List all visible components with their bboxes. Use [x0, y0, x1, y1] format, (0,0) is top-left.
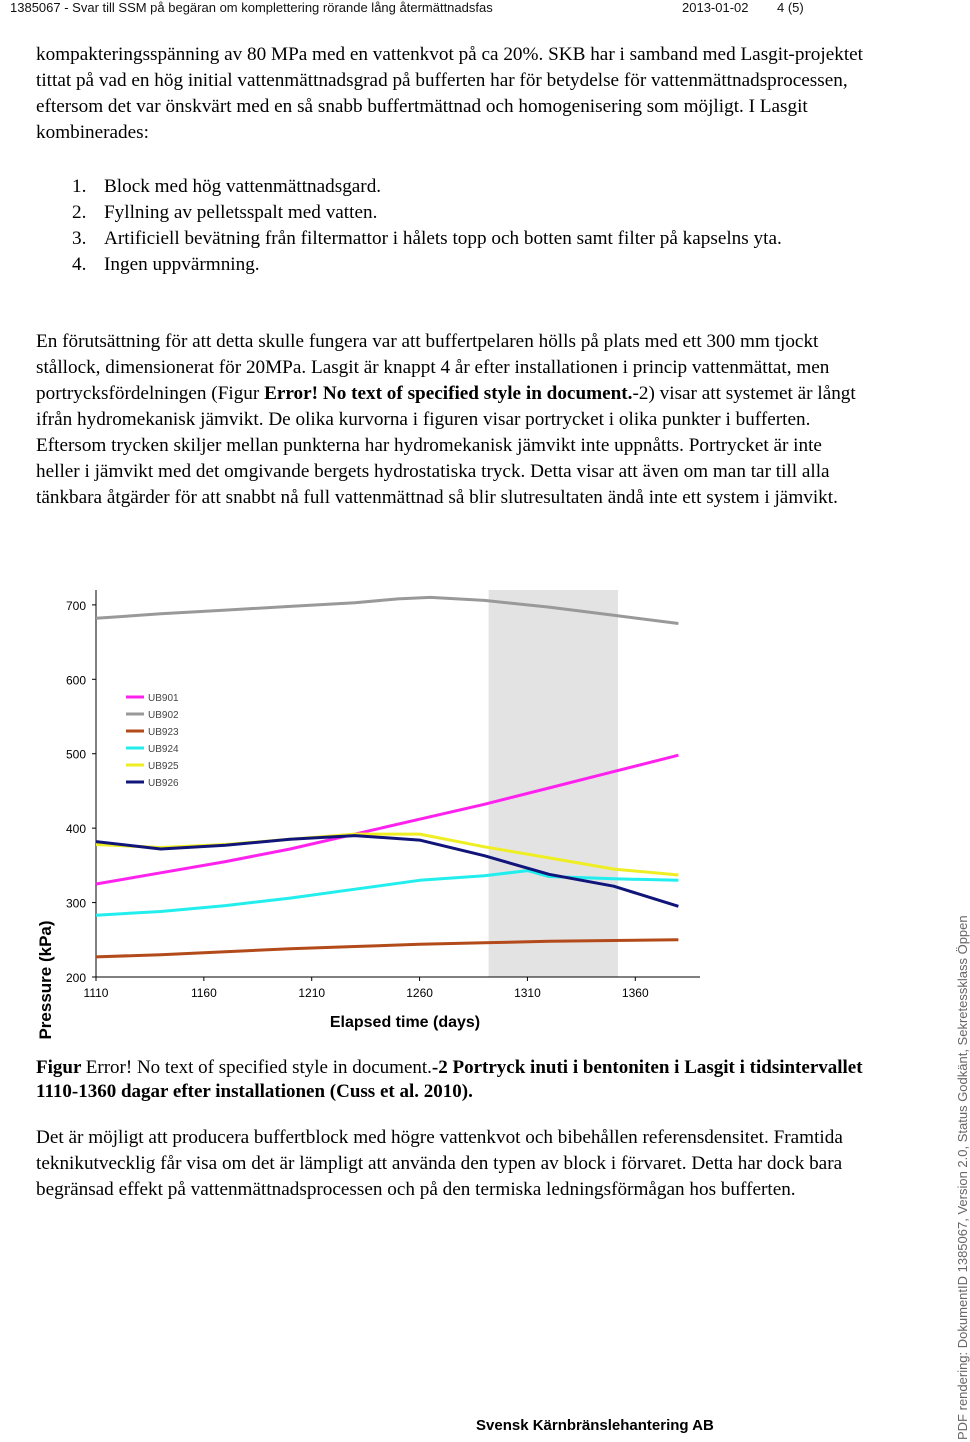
y-tick-label: 200: [65, 971, 86, 985]
legend-label: UB925: [148, 761, 179, 772]
legend-label: UB924: [148, 744, 179, 755]
x-tick-label: 1160: [190, 986, 217, 1000]
legend-label: UB923: [148, 727, 179, 738]
list-item: [36, 226, 866, 252]
x-tick-label: 1210: [298, 986, 326, 1000]
x-axis-label: Elapsed time (days): [329, 1014, 481, 1031]
list-item: [36, 200, 866, 226]
caption-text: -2 Portryck inuti i bentoniten i Lasgit i tidsintervallet 1110-1360 dagar efter installationen (Cuss et al. 2010).: [36, 1057, 863, 1102]
numbered-list: [36, 174, 866, 278]
figure-reference-error: Error! No text of specified style in document.: [264, 383, 633, 404]
list-item-text: Artificiell bevätning från filtermattor i hålets topp och botten samt filter på kapselns yta.: [104, 228, 782, 249]
y-tick-label: 600: [65, 673, 86, 688]
caption-label: Figur: [36, 1057, 86, 1078]
y-tick-label: 300: [65, 896, 86, 911]
pressure-chart: [0, 580, 720, 1040]
shaded-interval: [489, 590, 618, 977]
list-item-text: Block med hög vattenmättnadsgard.: [104, 176, 382, 197]
x-tick-label: 1110: [83, 986, 109, 1000]
list-item-text: Ingen uppvärmning.: [104, 254, 260, 275]
list-item-text: Fyllning av pelletsspalt med vatten.: [104, 202, 378, 223]
y-tick-label: 500: [65, 747, 86, 762]
paragraph-conclusion: Det är möjligt att producera buffertblock med högre vattenkvot och bibehållen referensdensitet. Framtida teknikutvecklig får visa om det är lämpligt att använda den typen av block i förvaret. Detta har dock bara begränsad effekt på vattenmättnadsprocessen och på den termiska ledningsförmågan hos bufferten.: [36, 1127, 843, 1200]
paragraph-text: -2) visar att systemet är långt ifrån hydromekanisk jämvikt. De olika kurvorna i figuren visar portrycket i olika punkter i bufferten. Eftersom trycken skiljer mellan punkterna har hydromekanisk jämvikt inte uppnåtts. Portrycket är inte heller i jämvikt med det omgivande bergets hydrostatiska tryck. Detta visar att även om man tar till alla tänkbara åtgärder för att snabbt nå full vattenmättnad så blir slutresultaten ändå inte ett system i jämvikt.: [36, 383, 856, 508]
list-item: [36, 252, 866, 278]
figure-caption: [36, 1056, 866, 1104]
list-item-number: 3.: [72, 228, 87, 249]
x-tick-label: 1360: [621, 986, 649, 1000]
page-footer: Svensk Kärnbränslehantering AB: [476, 1417, 714, 1434]
y-tick-label: 700: [65, 598, 86, 613]
pressure-chart-svg: [0, 580, 720, 1040]
legend: [126, 693, 179, 789]
page-header: [10, 0, 930, 20]
list-item-number: 1.: [72, 176, 87, 197]
x-tick-label: 1260: [406, 986, 433, 1000]
document-title: 1385067 - Svar till SSM på begäran om komplettering rörande lång återmättnadsfas: [10, 0, 493, 15]
list-item-number: 4.: [72, 254, 87, 275]
legend-label: UB901: [148, 693, 179, 704]
y-tick-label: 400: [65, 822, 86, 837]
y-axis-label: Pressure (kPa): [36, 920, 55, 1040]
pdf-rendering-note: PDF rendering: DokumentID 1385067, Version 2.0, Status Godkänt, Sekretessklass Öppen: [955, 915, 970, 1440]
page-number: 4 (5): [777, 0, 804, 15]
document-date: 2013-01-02: [682, 0, 749, 15]
legend-label: UB926: [148, 778, 179, 789]
legend-label: UB902: [148, 710, 179, 721]
x-tick-label: 1310: [514, 986, 541, 1000]
paragraph-text: En förutsättning för att detta skulle fungera var att buffertpelaren hölls på plats med ett 300 mm tjockt stållock, dimensionerat för 20MPa. Lasgit är knappt 4 år efter installationen i princip vattenmättat, men portrycksfördelningen (Figur: [36, 331, 830, 404]
caption-error-text: Error! No text of specified style in document.: [85, 1057, 432, 1078]
list-item: [36, 174, 866, 200]
list-item-number: 2.: [72, 202, 87, 223]
paragraph-pressure: [36, 329, 866, 511]
paragraph-intro: kompakteringsspänning av 80 MPa med en vattenkvot på ca 20%. SKB har i samband med Lasgit-projektet tittat på vad en hög initial vattenmättnadsgrad på bufferten har för betydelse för vattenmättnadsprocessen, eftersom det var önskvärt med en så snabb buffertmättnad och homogenisering som möjligt. I Lasgit kombinerades:: [36, 44, 864, 143]
